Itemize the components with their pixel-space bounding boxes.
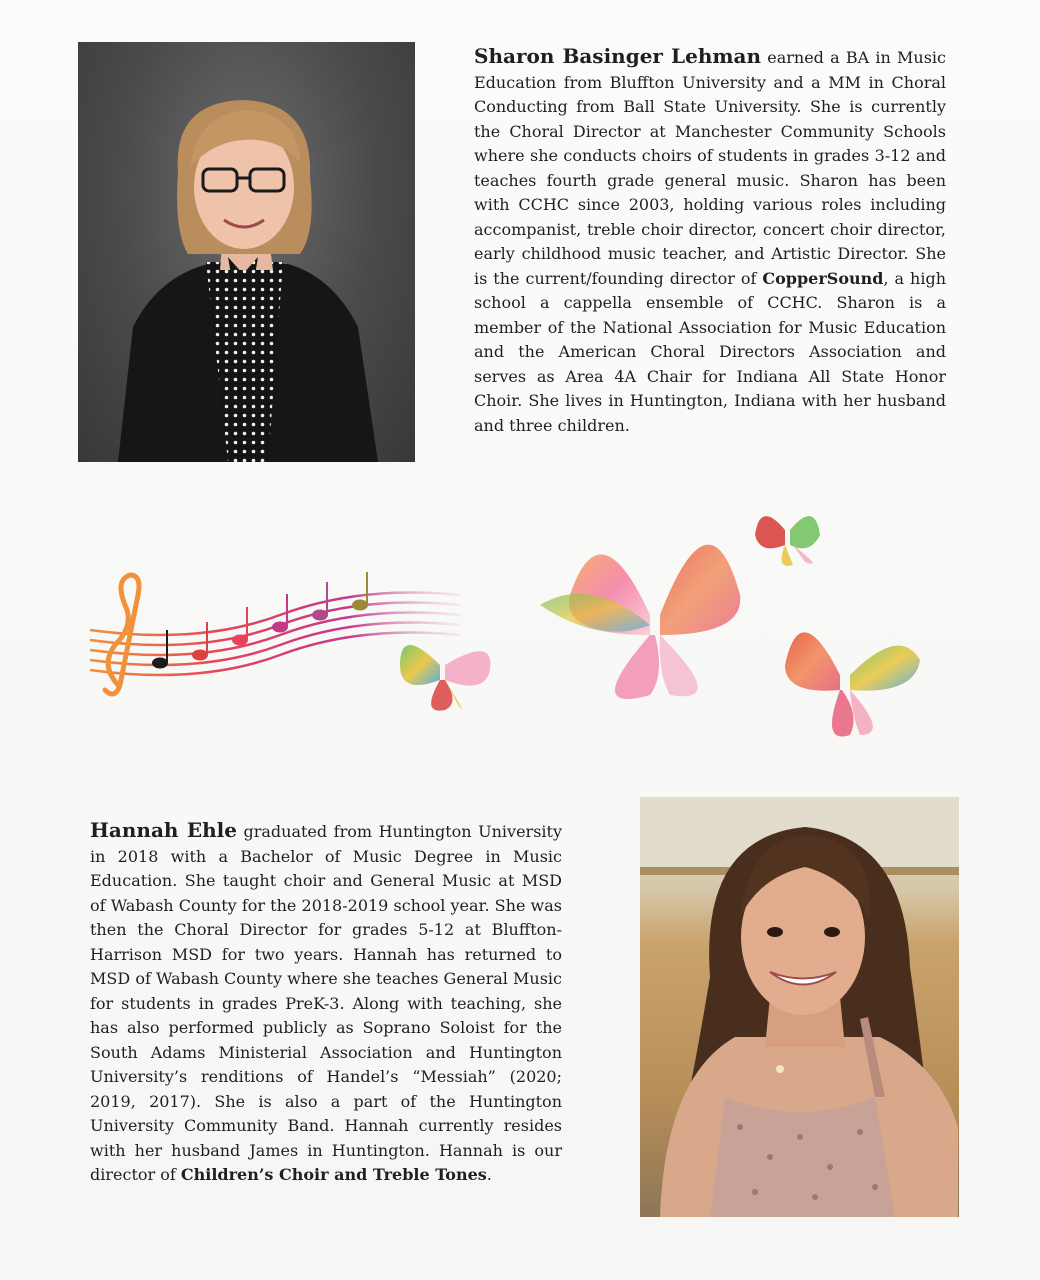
hannah-bio-text-a: graduated from Huntington University in 2018 with a Bachelor of Music Degree in Music Education. She taught choir and General Music at MSD of Wabash County for the 2018-2019 school year. She was then the Choral Director for grades 5-12 at Bluffton-Harrison MSD for two years. Hannah has returned to MSD of Wabash County where she teaches General Music for students in grades PreK-3. Along with teaching, she has also performed publicly as Soprano Soloist for the South Adams Ministerial Association and Huntington University’s renditions of Handel’s “Messiah” (2020; 2019, 2017). She is also a part of the Huntington University Community Band. Hannah currently resides with her husband James in Huntington. Hannah is our director of (90, 822, 562, 1184)
hannah-bio-text-b: . (486, 1165, 492, 1184)
sharon-name: Sharon Basinger Lehman (474, 44, 762, 68)
butterfly-right (785, 632, 920, 736)
hannah-bio (90, 818, 562, 1188)
sharon-photo (78, 42, 415, 462)
hannah-photo (640, 797, 959, 1217)
sharon-bio (474, 44, 946, 438)
butterfly-large-center (540, 545, 740, 699)
coppersound-highlight: CopperSound (762, 268, 884, 288)
hannah-name: Hannah Ehle (90, 818, 237, 842)
sharon-bio-text-b: , a high school a cappella ensemble of CCHC. Sharon is a member of the National Association for Music Education and the American Choral Directors Association and serves as Area 4A Chair for Indiana All State Honor Choir. She lives in Huntington, Indiana with her husband and three children. (474, 268, 947, 435)
childrens-choir-highlight: Children’s Choir and Treble Tones (180, 1165, 487, 1184)
music-butterfly-illustration (80, 495, 940, 775)
butterfly-small-top (755, 516, 820, 566)
sharon-bio-text-a: earned a BA in Music Education from Bluffton University and a MM in Choral Conducting from Ball State University. She is currently the Choral Director at Manchester Community Schools where she conducts choirs of students in grades 3-12 and teaches fourth grade general music. Sharon has been with CCHC since 2003, holding various roles including accompanist, treble choir director, concert choir director, early childhood music teacher, and Artistic Director. She is the current/founding director of (474, 48, 946, 288)
butterfly-small-left (400, 645, 490, 711)
